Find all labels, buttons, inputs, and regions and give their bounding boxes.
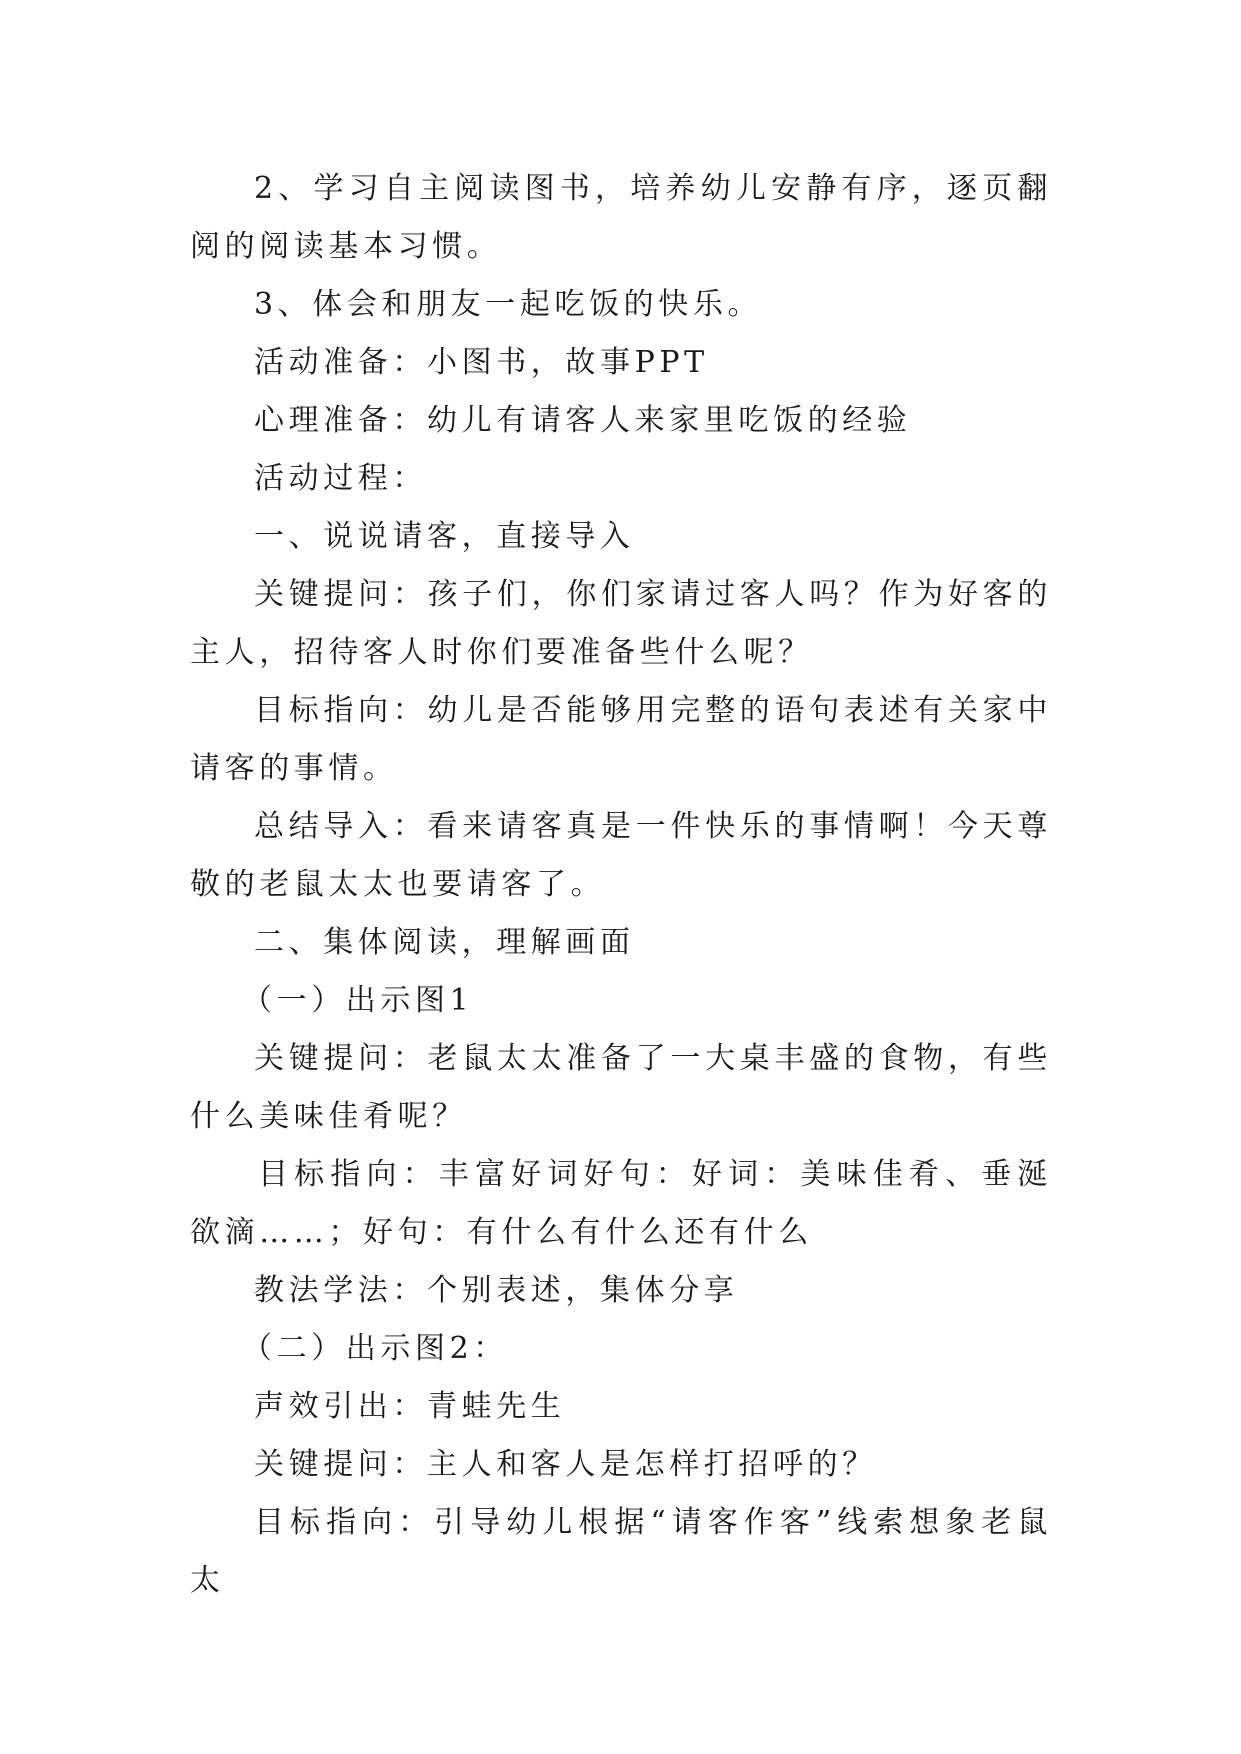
paragraph-target-3: 目标指向：引导幼儿根据“请客作客”线索想象老鼠太 (190, 1505, 1052, 1598)
paragraph-key-question-3: 关键提问：主人和客人是怎样打招呼的？ (254, 1447, 877, 1482)
paragraph-teaching-method: 教法学法：个别表述，集体分享 (254, 1273, 739, 1308)
paragraph-key-question-2: 关键提问：老鼠太太准备了一大桌丰盛的食物，有些什么美味佳肴呢？ (190, 1041, 1052, 1134)
paragraph-activity-prep: 活动准备：小图书，故事PPT (254, 345, 709, 380)
paragraph-goal-2: 2、学习自主阅读图书，培养幼儿安静有序，逐页翻阅的阅读基本习惯。 (190, 171, 1052, 264)
section-heading-1: 一、说说请客，直接导入 (254, 519, 635, 554)
paragraph-sound-effect: 声效引出：青蛙先生 (254, 1389, 566, 1424)
paragraph-summary-intro: 总结导入：看来请客真是一件快乐的事情啊！今天尊敬的老鼠太太也要请客了。 (190, 809, 1052, 902)
paragraph-activity-process: 活动过程： (254, 461, 427, 496)
section-heading-2: 二、集体阅读，理解画面 (254, 925, 635, 960)
paragraph-target-1: 目标指向：幼儿是否能够用完整的语句表述有关家中请客的事情。 (190, 693, 1052, 786)
subsection-heading-2: （二）出示图2： (242, 1331, 508, 1366)
document-page (190, 160, 1052, 1610)
paragraph-mental-prep: 心理准备：幼儿有请客人来家里吃饭的经验 (254, 403, 912, 438)
paragraph-target-2: 目标指向：丰富好词好句：好词：美味佳肴、垂涎欲滴……；好句：有什么有什么还有什么 (190, 1157, 1052, 1250)
paragraph-goal-3: 3、体会和朋友一起吃饭的快乐。 (254, 287, 763, 322)
subsection-heading-1: （一）出示图1 (242, 983, 474, 1018)
paragraph-key-question-1: 关键提问：孩子们，你们家请过客人吗？作为好客的主人，招待客人时你们要准备些什么呢？ (190, 577, 1052, 670)
